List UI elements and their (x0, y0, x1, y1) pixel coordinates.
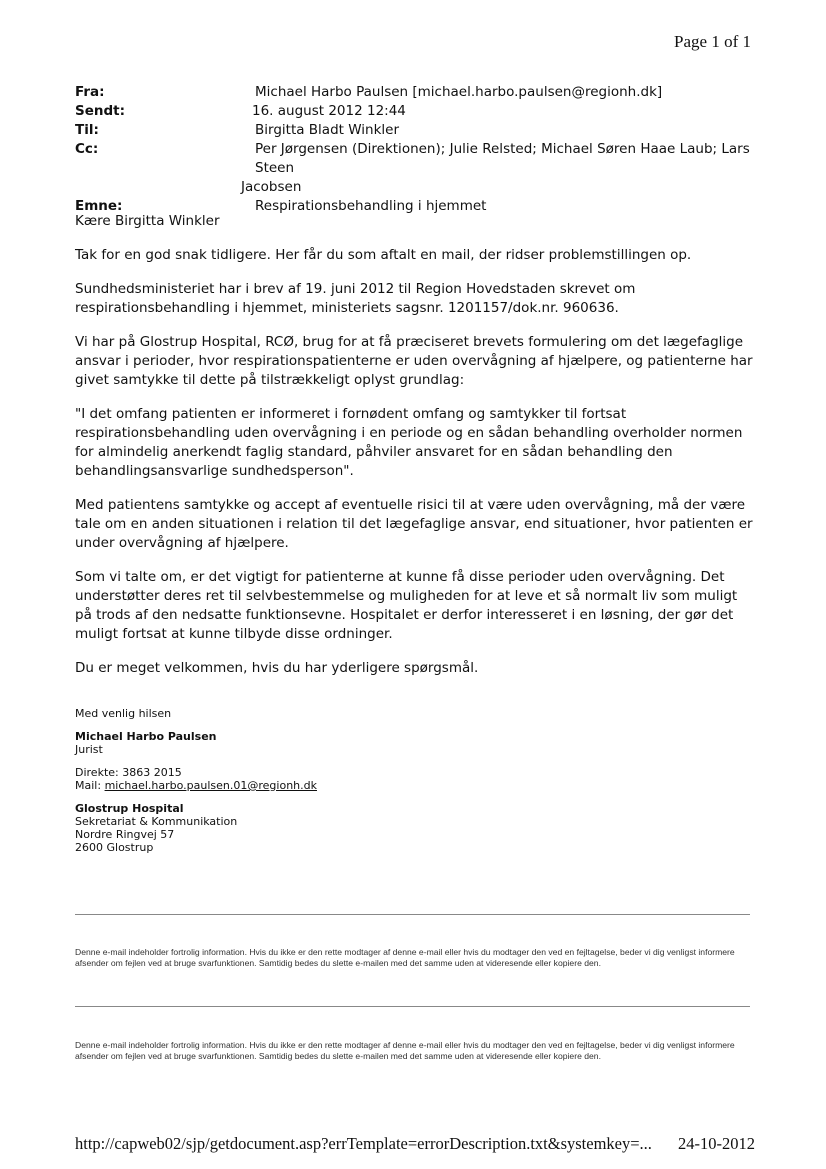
divider-2 (75, 1006, 750, 1007)
footer-url: http://capweb02/sjp/getdocument.asp?errTemplate=errorDescription.txt&systemkey=... (75, 1134, 652, 1153)
signature-mail-row (75, 779, 575, 792)
signature-closing: Med venlig hilsen (75, 707, 172, 720)
cc-row (75, 140, 765, 197)
to-value: Birgitta Bladt Winkler (255, 122, 400, 138)
page-number: Page 1 of 1 (674, 32, 751, 51)
email-header (75, 83, 765, 216)
signature-mail-label: Mail: (75, 779, 102, 792)
cc-value-line2: Jacobsen (241, 179, 302, 195)
signature-block (75, 707, 575, 854)
from-row (75, 83, 765, 102)
signature-org: Glostrup Hospital (75, 802, 184, 815)
paragraph-2: Sundhedsministeriet har i brev af 19. juni 2012 til Region Hovedstaden skrevet om respirationsbehandling i hjemmet, ministeriets sagsnr. 1201157/dok.nr. 960636. (75, 281, 636, 316)
paragraph-1: Tak for en god snak tidligere. Her får du som aftalt en mail, der ridser problemstillingen op. (75, 247, 692, 263)
paragraph-4: "I det omfang patienten er informeret i fornødent omfang og samtykker til fortsat respirationsbehandling uden overvågning i en periode og en sådan behandling overholder normen for almindelig anerkendt faglig standard, påhviler ansvaret for en sådan behandling den behandlingsansvarlige sundhedsperson". (75, 406, 743, 479)
to-label: Til: (75, 122, 99, 138)
signature-title: Jurist (75, 743, 103, 756)
email-body (75, 212, 755, 693)
cc-label: Cc: (75, 141, 99, 157)
greeting: Kære Birgitta Winkler (75, 213, 220, 229)
signature-name: Michael Harbo Paulsen (75, 730, 217, 743)
paragraph-7: Du er meget velkommen, hvis du har yderligere spørgsmål. (75, 660, 479, 676)
paragraph-3: Vi har på Glostrup Hospital, RCØ, brug for at få præciseret brevets formulering om det lægefaglige ansvar i perioder, hvor respirationspatienterne er uden overvågning af hjælpere, og patienterne har givet samtykke til dette på tilstrækkeligt oplyst grundlag: (75, 334, 753, 388)
subject-label: Emne: (75, 198, 123, 214)
cc-value-line1: Per Jørgensen (Direktionen); Julie Relsted; Michael Søren Haae Laub; Lars Steen (255, 141, 750, 176)
signature-city: 2600 Glostrup (75, 841, 154, 854)
to-row (75, 121, 765, 140)
signature-phone: Direkte: 3863 2015 (75, 766, 182, 779)
paragraph-6: Som vi talte om, er det vigtigt for patienterne at kunne få disse perioder uden overvågning. Det understøtter deres ret til selvbestemmelse og muligheden for at leve et så normalt liv som muligt på trods af den nedsatte funktionsevne. Hospitalet er derfor interesseret i en løsning, der gør det muligt fortsat at kunne tilbyde disse ordninger. (75, 569, 738, 642)
signature-street: Nordre Ringvej 57 (75, 828, 175, 841)
cc-value (241, 140, 765, 197)
sent-row (75, 102, 765, 121)
sent-value: 16. august 2012 12:44 (252, 103, 406, 119)
footer-date: 24-10-2012 (678, 1134, 755, 1153)
disclaimer-1: Denne e-mail indeholder fortrolig information. Hvis du ikke er den rette modtager af denne e-mail eller hvis du modtager den ved en fejltagelse, beder vi dig venligst informere afsender om fejlen ved at bruge svarfunktionen. Samtidig bedes du slette e-mailen med det samme uden at videresende eller kopiere den. (75, 947, 735, 968)
divider-1 (75, 914, 750, 915)
paragraph-5: Med patientens samtykke og accept af eventuelle risici til at være uden overvågning, må der være tale om en anden situationen i relation til det lægefaglige ansvar, end situationer, hvor patienten er under overvågning af hjælpere. (75, 497, 753, 551)
subject-value: Respirationsbehandling i hjemmet (255, 198, 487, 214)
signature-dept: Sekretariat & Kommunikation (75, 815, 238, 828)
from-label: Fra: (75, 84, 105, 100)
sent-label: Sendt: (75, 103, 126, 119)
signature-mail-link[interactable]: michael.harbo.paulsen.01@regionh.dk (104, 779, 317, 792)
from-value: Michael Harbo Paulsen [michael.harbo.paulsen@regionh.dk] (255, 84, 663, 100)
disclaimer-2: Denne e-mail indeholder fortrolig information. Hvis du ikke er den rette modtager af denne e-mail eller hvis du modtager den ved en fejltagelse, beder vi dig venligst informere afsender om fejlen ved at bruge svarfunktionen. Samtidig bedes du slette e-mailen med det samme uden at videresende eller kopiere den. (75, 1040, 735, 1061)
